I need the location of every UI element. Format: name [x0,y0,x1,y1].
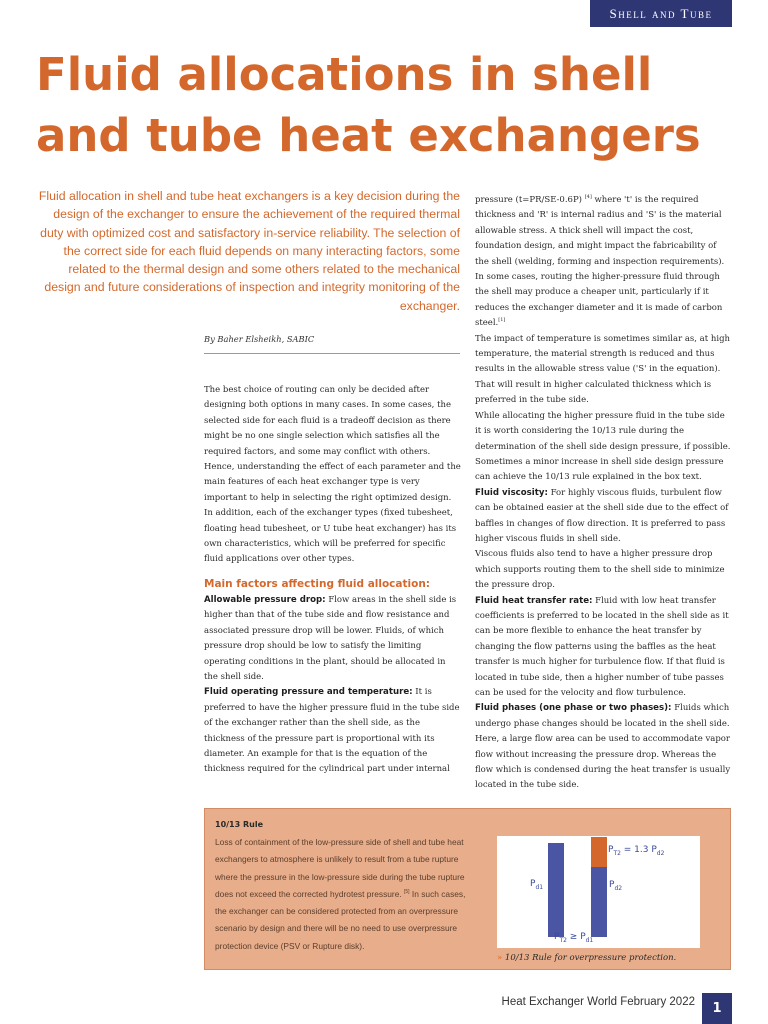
body-paragraph: Viscous fluids also tend to have a higher pressure drop which supports routing them to the shell side to minimize the pressure drop. [475,549,725,591]
term-label: Fluid operating pressure and temperature: [204,687,413,698]
body-paragraph [475,594,731,702]
condition-label: $P_{T2} \ge P_{d1}$ [554,932,594,944]
left-column [204,383,462,778]
reference-mark: [1] [498,317,506,324]
body-paragraph: In addition, each of the exchanger types (fixed tubesheet, floating head tubesheet, or U tube heat exchanger) has its own characteristics, which will be preferred for specific fluid applications over other types. [204,508,457,565]
term-text: It is preferred to have the higher pressure fluid in the tube side of the exchanger rather than the shell side, as the thickness of the pressure part is proportional with its diameter. An example for that is the equation of the thickness required for the cylindrical part under internal [204,687,460,775]
double-chevron-icon: » [497,953,503,963]
body-paragraph: The impact of temperature is sometimes similar as, at high temperature, the material strength is reduced and thus results in the allowable stress value ('S' in the equation). That will result in higher calculated thickness which is preferred in the tube side. [475,333,730,406]
body-paragraph [475,193,731,270]
term-label: Fluid phases (one phase or two phases): [475,703,672,714]
term-label: Allowable pressure drop: [204,594,326,605]
pt2-label: $P_{T2} = 1.3$ $P_{d2}$ [608,845,665,857]
term-label: Fluid heat transfer rate: [475,595,593,606]
right-column [475,193,731,794]
term-label: Fluid viscosity: [475,487,548,498]
rule-box-title: 10/13 Rule [215,820,263,829]
pd2-bar [591,867,607,937]
page-number: 1 [702,993,732,1024]
section-tag: Shell and Tube [590,0,732,27]
term-text: For highly viscous fluids, turbulent flow can be obtained easier at the shell side due to the effect of baffles in changes of flow direction. It is preferred to pass higher viscous fluids in shell side. [475,487,729,544]
term-text: Flow areas in the shell side is higher than that of the tube side and flow resistance and associated pressure drop will be lower. Fluids, of which pressure drop should be low to satisfy the limiting operating conditions in the plant, should be allocated in the shell side. [204,594,457,682]
article-title: Fluid allocations in shell and tube heat exchangers [36,48,701,162]
section-subheading: Main factors affecting fluid allocation: [204,577,431,590]
byline: By Baher Elsheikh, SABIC [204,334,460,354]
rule-text: In such cases, the exchanger can be considered protected from an overpressure scenario by design and there will be no need to use overpressure protection device (PSV or Rupture disk). [215,888,466,951]
reference-mark: [5] [404,889,410,896]
body-text: where 't' is the required thickness and 'R' is internal radius and 'S' is the material allowable stress. A thick shell will impact the cost, foundation design, and might impact the fabricability of the shell (welding, forming and inspection requirements). [475,195,725,267]
body-paragraph [475,486,731,548]
body-paragraph: While allocating the higher pressure fluid in the tube side it is worth considering the 10/13 rule during the determination of the shell side design pressure, if possible. Sometimes a minor increase in shell side design pressure can achieve the 10/13 rule explained in the box text. [475,410,731,483]
body-text: In some cases, routing the higher-pressure fluid through the shell may produce a cheaper unit, particularly if it reduces the exchanger diameter and it is made of carbon steel. [475,272,723,329]
footer-publication: Heat Exchanger World February 2022 [501,996,695,1008]
pd1-label: $P_{d1}$ [530,879,544,891]
body-paragraph [204,593,462,685]
lead-paragraph: Fluid allocation in shell and tube heat exchangers is a key decision during the design of the exchanger to ensure the achievement of the required thermal duty with optimized cost and satisfactory in-service reliability. The selection of the correct side for each fluid depends on many interacting factors, some related to the thermal design and some others related to the mechanical design and future considerations of inspection and integrity monitoring of the exchanger. [38,189,460,313]
body-paragraph [475,701,731,793]
rule-box-text [215,834,477,955]
body-paragraph [475,270,731,332]
body-paragraph [204,685,462,777]
rule-text: Loss of containment of the low-pressure side of shell and tube heat exchangers to atmosphere is unlikely to result from a tube rupture where the pressure in the low-pressure side during the tube rupture does not exceed the corrected hydrotest pressure. [215,837,465,899]
term-text: Fluids which undergo phase changes should be located in the shell side. Here, a large flow area can be used to accommodate vapor flow without increasing the pressure drop. Whereas the flow which is condensed during the heat transfer is usually located in the tube side. [475,703,731,791]
body-paragraph: The best choice of routing can only be decided after designing both options in many cases. In some cases, the selected side for each fluid is a tradeoff decision as there might be no one single selection which satisfies all the required factors, and some may conflict with others. Hence, understanding the effect of each parameter and the main features of each heat exchanger type is very important to help in selecting the right optimized design. [204,385,461,503]
pd1-bar [548,843,564,937]
pt2-bar [591,837,607,867]
body-text: pressure (t=PR/SE-0.6P) [475,195,582,205]
pd2-label: $P_{d2}$ [609,880,623,892]
reference-mark: [4] [584,194,592,201]
figure-caption: » 10/13 Rule for overpressure protection. [497,953,677,963]
term-text: Fluid with low heat transfer coefficients is preferred to be located in the shell side as it can be more flexible to enhance the heat transfer by changing the flow patterns using the baffles as the heat transfer is much higher for turbulence flow. If that fluid is located in tube side, then a higher number of tube passes can be used for the velocity and flow turbulence. [475,595,729,698]
